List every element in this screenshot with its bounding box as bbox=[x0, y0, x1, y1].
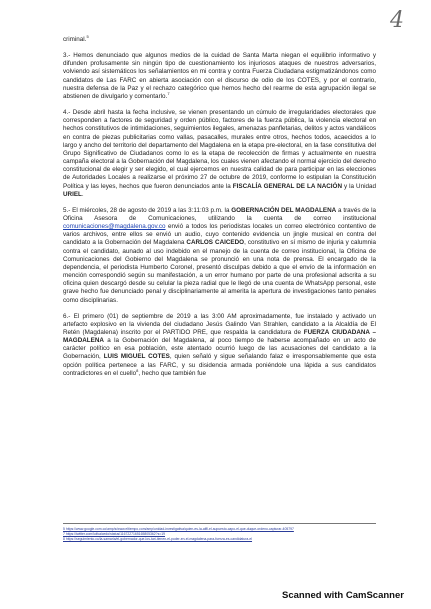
email-link[interactable]: comunicaciones@magdalena.gov.co bbox=[63, 223, 166, 231]
footnote-ref: 8 bbox=[136, 367, 139, 373]
footnote-ref: 5 bbox=[86, 33, 89, 39]
paragraph-3: 3.- Hemos denunciado que algunos medios de la cuidad de Santa Marta niegan el equilibrio informativo y difunden profusamente sin ningún tipo de cuestionamiento los injuriosos ataques de nuestros adversarios, volviendo así sistemáticos los señalamientos en mi contra y contra Fuerza Ciudadana estigmatizándonos como candidatos de Las FARC en abierta asociación con el discurso de odio de los COTES, y por el contrario, nuestra defensa de la Paz y el rechazo categórico que hemos hecho del rearme de esta agrupación ilegal se abstienen de divulgarlo y comentarlo.$^7$ bbox=[63, 52, 376, 100]
bold-text: FISCALÍA GENERAL DE LA NACIÓN bbox=[232, 182, 342, 190]
document-body bbox=[63, 33, 377, 386]
footnote-link[interactable]: 5 https://www.google.com.co/amp/s/www.eltiempo.com/amp/unidad-investigativa/quien-es-la-alfil-el-supuesto-capo-el-que-duque-ordeno-capturar-405797 bbox=[63, 527, 294, 531]
footnote-link[interactable]: 8 https://seguimiento.co/la-samaria/el-gobernador-que-los-tari-tienen-el-poder-en-el-magdalena-para-fuerza-es-candidatura-el bbox=[63, 537, 253, 541]
footnote-link[interactable]: 7 https://twitter.com/luifcaicedo/status/1167227165165805362?s=19 bbox=[63, 532, 166, 536]
paragraph-6: 6.- El primero (01) de septiembre de 2019 a las 3:00 AM aproximadamente, fue instalado y activado un artefacto explosivo en la vivienda del ciudadano Jesús Galindo Van Strahlen, candidato a la Alcaldía de El Retén (Magdalena) inscrito por el PARTIDO PRE, que respalda la candidatura de FUERZA CIUDADANA – MAGDALENA a la Gobernación del Magdalena, al poco tiempo de haberse acompañado en un acto de carácter político en esa población, este atentado ocurrió luego de las acusaciones del candidato a la Gobernación, LUIS MIGUEL COTES, quien señaló y sigue señalando falaz e irresponsablemente que esta opción política pertenece a las FARC, y su disidencia armada poniéndole una lápida a sus candidatos contradictores en el cuello$^8$, hecho que también fue bbox=[63, 312, 376, 377]
bold-text: FUERZA CIUDADANA – MAGDALENA bbox=[63, 329, 376, 345]
footnotes bbox=[63, 523, 376, 542]
bold-text: CARLOS CAICEDO bbox=[186, 239, 245, 247]
footnote-ref: 7 bbox=[167, 90, 170, 96]
page-number: 4 bbox=[390, 8, 404, 33]
bold-text: URIEL bbox=[63, 190, 82, 198]
paragraph-5: 5.- El miércoles, 28 de agosto de 2019 a las 3:11:03 p.m. la GOBERNACIÓN DEL MAGDALENA a través de la Oficina Asesora de Comunicaciones, utilizando la cuenta de correo institucional comunicaciones@magdalena.gov.co envió a todos los periodistas locales un correo electrónico contentivo de varios archivos, entre ellos se envió un audio, cuyo contenido evidencia un jingle musical en contra del candidato a la Gobernación del Magdalena CARLOS CAICEDO, constitutivo en sí mismo de injuria y calumnia contra el candidato, aunado al uso indebido en el manejo de la cuenta de correo institucional, la Oficina de Comunicaciones del Gobierno del Magdalena se pronunció en una nota de prensa. El encargado de la dependencia, el periodista Humberto Coronel, presentó disculpas debido a que el envío de la información en mención correspondió según su manifestación, a un error humano por parte de una profesional adscrita a su oficina quien descargó desde su celular la pieza radial que le llegó de una cuenta de WhatsApp personal, este grave hecho fue denunciado penal y disciplinariamente al amerita la apertura de investigaciones tanto penales como disciplinarias. bbox=[63, 206, 377, 304]
bold-text: LUIS MIGUEL COTES bbox=[103, 353, 170, 361]
scanner-watermark: Scanned with CamScanner bbox=[282, 590, 404, 601]
paragraph-4: 4.- Desde abril hasta la fecha inclusive, se vienen presentando un cúmulo de irregularidades electorales que corresponden a factores de seguridad y orden público, factores de la fuerza pública, la violencia electoral en hechos constitutivos de intimidaciones, seguimientos ilegales, amenazas panfletarias, delitos y actos vandálicos en contra de piezas publicitarias como vallas, pasacalles, murales entre otros, hechos todos, acaecidos a lo largo y ancho del territorio del departamento del Magdalena en la etapa pre-electoral, en la fase constitutiva del Grupo Significativo de Ciudadanos como lo es la etapa de recolección de firmas y actualmente en nuestra campaña electoral a la Gobernación del Magdalena, los cuales vienen afectando el normal ejercicio del derecho constitucional de elegir y ser elegido, el cual ejercemos en nuestra calidad de para participar en las elecciones de Autoridades Locales a realizarse el próximo 27 de octubre de 2019, conforme lo estipulan la Constitución Política y las leyes, hechos que fueron denunciados ante la FISCALÍA GENERAL DE LA NACIÓN y la Unidad URIEL. bbox=[63, 109, 376, 198]
bold-text: GOBERNACIÓN DEL MAGDALENA bbox=[231, 206, 337, 214]
paragraph-continuation: criminal.$^5$ bbox=[63, 33, 89, 43]
